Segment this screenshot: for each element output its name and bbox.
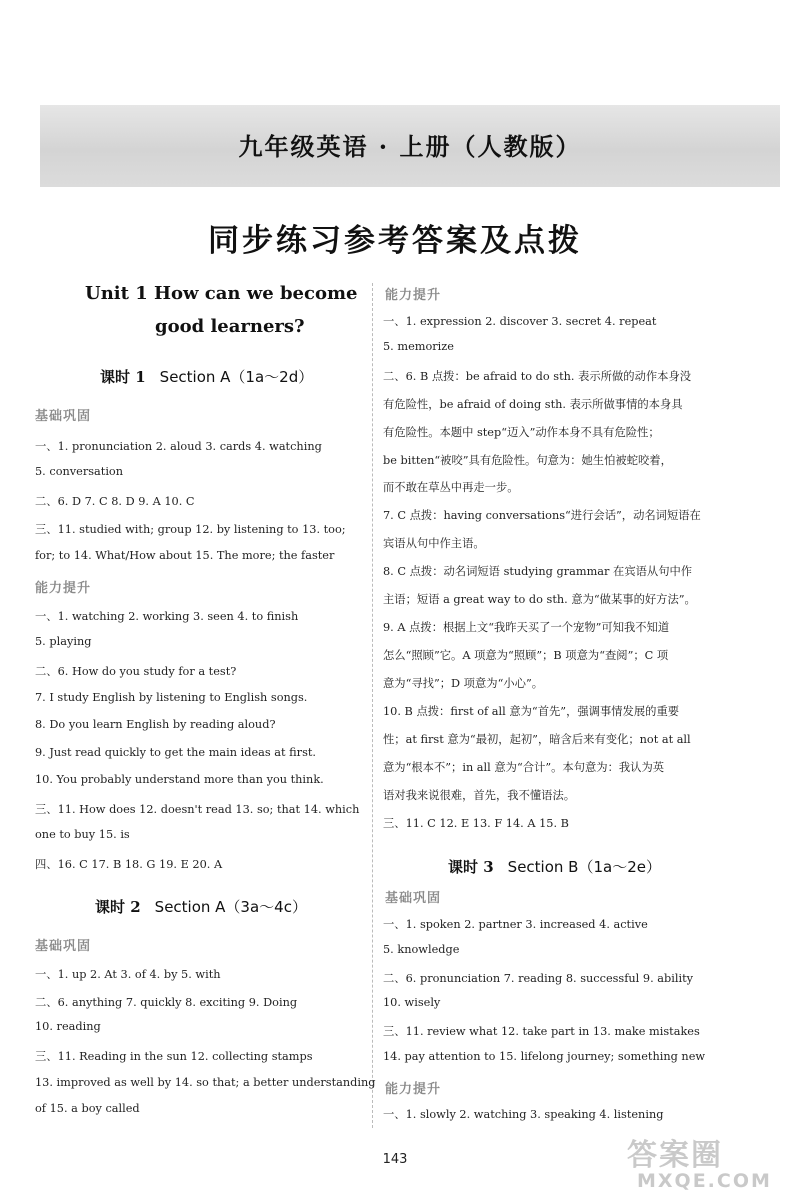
answer-line: 14. pay attention to 15. lifelong journey; something new <box>383 1050 706 1063</box>
answer-line: 二、6. B 点拨：be afraid to do sth. 表示所做的动作本身没 <box>383 370 692 383</box>
answer-line: 宾语从句中作主语。 <box>383 537 485 550</box>
answer-line: 三、11. Reading in the sun 12. collecting stamps <box>35 1050 313 1063</box>
answer-line: 有危险性。本题中 step“迈入”动作本身不具有危险性； <box>383 426 660 439</box>
answer-line: 一、1. pronunciation 2. aloud 3. cards 4. watching <box>35 440 322 453</box>
answer-line: 7. I study English by listening to English songs. <box>35 691 308 704</box>
page-number: 143 <box>382 1152 408 1167</box>
book-title: 九年级英语 · 上册（人教版） <box>238 132 582 161</box>
lesson-3-label: 课时 3 <box>448 858 494 876</box>
answer-line: 三、11. studied with; group 12. by listening to 13. too; <box>35 523 346 536</box>
answer-line: of 15. a boy called <box>35 1102 140 1115</box>
answer-line: 而不敢在草丛中再走一步。 <box>383 481 519 494</box>
answer-line: 一、1. watching 2. working 3. seen 4. to finish <box>35 610 299 623</box>
heading-basic-2: 基础巩固 <box>35 939 92 954</box>
answer-line: 8. C 点拨：动名词短语 studying grammar 在宾语从句中作 <box>383 565 693 578</box>
answer-line: 语对我来说很难，首先，我不懂语法。 <box>383 789 576 802</box>
answer-line: 性；at first 意为“最初，起初”，暗含后来有变化；not at all <box>383 733 691 746</box>
header-banner <box>40 105 780 187</box>
answer-line: 四、16. C 17. B 18. G 19. E 20. A <box>35 858 223 871</box>
unit-title-line1: Unit 1 How can we become <box>85 283 358 304</box>
answer-line: 意为“根本不”；in all 意为“合计”。本句意为：我认为英 <box>383 761 665 774</box>
answer-line: 二、6. anything 7. quickly 8. exciting 9. Doing <box>35 996 298 1009</box>
lesson-2-label: 课时 2 <box>95 898 141 916</box>
lesson-1-section: Section A（1a～2d） <box>159 368 314 386</box>
heading-ability-r2: 能力提升 <box>385 1082 442 1097</box>
answer-line: 一、1. up 2. At 3. of 4. by 5. with <box>35 968 221 981</box>
answer-line: 5. playing <box>35 635 92 648</box>
answer-line: for; to 14. What/How about 15. The more; the faster <box>35 549 335 562</box>
answer-line: 三、11. C 12. E 13. F 14. A 15. B <box>383 817 569 830</box>
watermark-url: MXQE.COM <box>637 1170 772 1192</box>
answer-line: 三、11. review what 12. take part in 13. make mistakes <box>383 1025 700 1038</box>
answer-line: 一、1. slowly 2. watching 3. speaking 4. listening <box>383 1108 664 1121</box>
lesson-3-section: Section B（1a～2e） <box>507 858 661 876</box>
answer-line: 一、1. spoken 2. partner 3. increased 4. active <box>383 918 648 931</box>
unit-title-line2: good learners? <box>155 316 305 337</box>
answer-line: 5. knowledge <box>383 943 460 956</box>
watermark-logo-text: 答案圈 <box>627 1138 723 1173</box>
answer-line: 10. You probably understand more than you think. <box>35 773 324 786</box>
answer-line: 二、6. How do you study for a test? <box>35 665 237 678</box>
answer-line: 三、11. How does 12. doesn't read 13. so; that 14. which <box>35 803 360 816</box>
answer-line: 二、6. D 7. C 8. D 9. A 10. C <box>35 495 195 508</box>
answer-line: be bitten“被咬”具有危险性。句意为：她生怕被蛇咬着， <box>383 454 672 467</box>
page-title: 同步练习参考答案及点拨 <box>208 223 582 259</box>
answer-line: 一、1. expression 2. discover 3. secret 4. repeat <box>383 315 657 328</box>
lesson-3-title <box>448 856 661 877</box>
lesson-2-section: Section A（3a～4c） <box>154 898 307 916</box>
answer-line: 主语；短语 a great way to do sth. 意为“做某事的好方法”。 <box>383 593 696 606</box>
site-watermark <box>615 1130 785 1196</box>
answer-line: 有危险性，be afraid of doing sth. 表示所做事情的本身具 <box>383 398 683 411</box>
answer-line: 5. memorize <box>383 340 454 353</box>
answer-line: 7. C 点拨：having conversations“进行会话”，动名词短语在 <box>383 509 701 522</box>
column-divider <box>372 283 373 1128</box>
answer-line: 13. improved as well by 14. so that; a better understanding <box>35 1076 376 1089</box>
answer-line: one to buy 15. is <box>35 828 130 841</box>
heading-ability-1: 能力提升 <box>35 581 92 596</box>
heading-ability-r1: 能力提升 <box>385 288 442 303</box>
lesson-2-title <box>95 896 307 917</box>
answer-line: 9. Just read quickly to get the main ideas at first. <box>35 746 317 759</box>
answer-line: 意为“寻找”；D 项意为“小心”。 <box>383 677 544 690</box>
answer-line: 怎么“照顾”它。A 项意为“照顾”；B 项意为“查阅”；C 项 <box>383 649 669 662</box>
answer-line: 8. Do you learn English by reading aloud? <box>35 718 276 731</box>
answer-line: 二、6. pronunciation 7. reading 8. successful 9. ability <box>383 972 693 985</box>
answer-line: 10. reading <box>35 1020 101 1033</box>
heading-basic-r: 基础巩固 <box>385 891 442 906</box>
lesson-1-title <box>100 366 313 387</box>
answer-line: 5. conversation <box>35 465 124 478</box>
lesson-1-label: 课时 1 <box>100 368 146 386</box>
heading-basic-1: 基础巩固 <box>35 409 92 424</box>
answer-line: 9. A 点拨：根据上文“我昨天买了一个宠物”可知我不知道 <box>383 621 670 634</box>
answer-line: 10. wisely <box>383 996 441 1009</box>
answer-line: 10. B 点拨：first of all 意为“首先”，强调事情发展的重要 <box>383 705 680 718</box>
